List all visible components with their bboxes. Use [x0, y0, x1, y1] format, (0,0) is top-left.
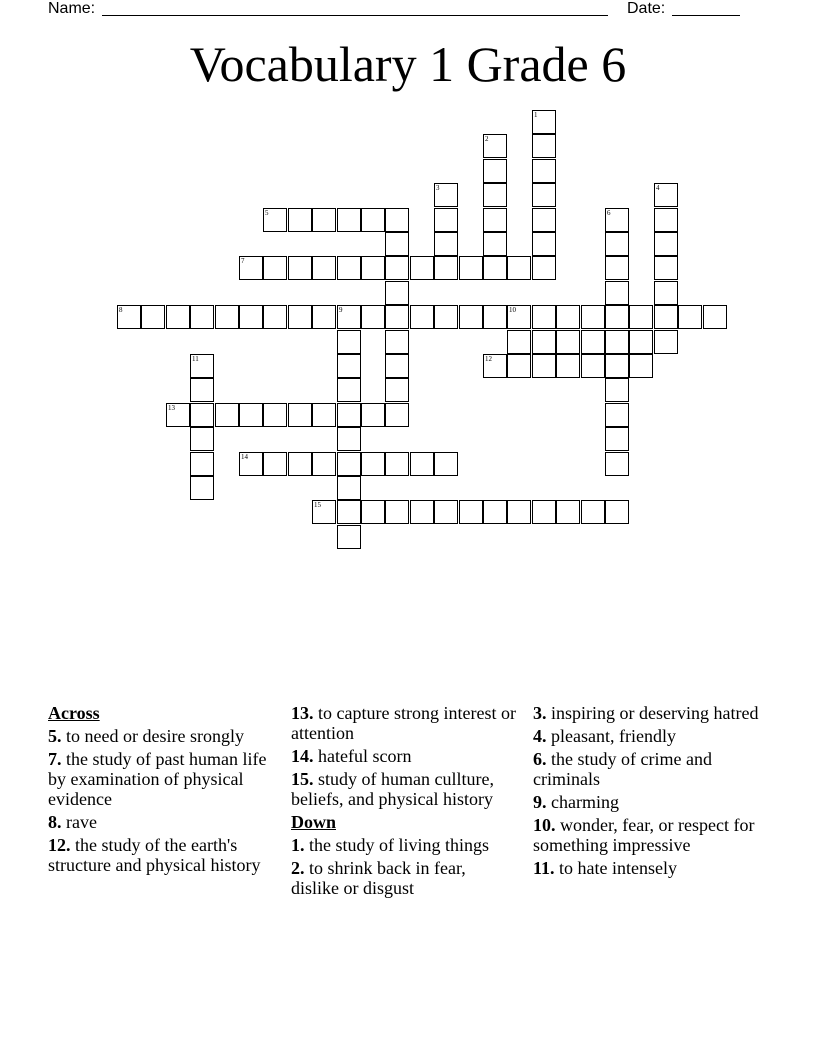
crossword-cell[interactable]: [605, 330, 629, 354]
crossword-cell[interactable]: [605, 305, 629, 329]
crossword-cell[interactable]: [263, 208, 287, 232]
clue-number-label: 10: [509, 306, 516, 314]
clue-number-label: 5: [265, 209, 269, 217]
crossword-cell[interactable]: [166, 305, 190, 329]
crossword-cell[interactable]: [288, 305, 312, 329]
crossword-cell[interactable]: [166, 403, 190, 427]
crossword-cell[interactable]: [581, 354, 605, 378]
crossword-cell[interactable]: [483, 500, 507, 524]
crossword-cell[interactable]: [605, 354, 629, 378]
across-clue-7: 7. the study of past human life by examination of physical evidence: [48, 749, 267, 809]
crossword-cell[interactable]: [385, 305, 409, 329]
crossword-cell[interactable]: [507, 330, 531, 354]
crossword-cell[interactable]: [288, 403, 312, 427]
crossword-cell[interactable]: [385, 330, 409, 354]
crossword-cell[interactable]: [215, 403, 239, 427]
crossword-cell[interactable]: [532, 305, 556, 329]
crossword-cell[interactable]: [337, 208, 361, 232]
name-label: Name:: [48, 0, 96, 17]
down-clue-9: 9. charming: [533, 792, 619, 812]
crossword-cell[interactable]: [385, 232, 409, 256]
across-clue-14: 14. hateful scorn: [291, 746, 412, 766]
crossword-cell[interactable]: [532, 134, 556, 158]
crossword-cell[interactable]: [337, 256, 361, 280]
crossword-cell[interactable]: [434, 305, 458, 329]
crossword-cell[interactable]: [605, 500, 629, 524]
crossword-cell[interactable]: [190, 305, 214, 329]
date-blank-line: [672, 15, 740, 16]
clue-column-2: [291, 703, 516, 901]
crossword-cell[interactable]: [190, 476, 214, 500]
crossword-cell[interactable]: [654, 305, 678, 329]
clue-number-label: 12: [485, 355, 492, 363]
crossword-cell[interactable]: [312, 403, 336, 427]
clue-number-label: 4: [656, 184, 660, 192]
crossword-cell[interactable]: [337, 427, 361, 451]
down-clue-3: 3. inspiring or deserving hatred: [533, 703, 759, 723]
crossword-cell[interactable]: [678, 305, 702, 329]
crossword-cell[interactable]: [605, 208, 629, 232]
crossword-cell[interactable]: [190, 403, 214, 427]
crossword-cell[interactable]: [507, 305, 531, 329]
crossword-cell[interactable]: [434, 232, 458, 256]
crossword-cell[interactable]: [288, 208, 312, 232]
crossword-cell[interactable]: [629, 305, 653, 329]
crossword-cell[interactable]: [605, 281, 629, 305]
crossword-cell[interactable]: [532, 208, 556, 232]
crossword-cell[interactable]: [410, 305, 434, 329]
crossword-cell[interactable]: [190, 427, 214, 451]
crossword-cell[interactable]: [385, 452, 409, 476]
crossword-cell[interactable]: [410, 452, 434, 476]
across-clue-5: 5. to need or desire srongly: [48, 726, 244, 746]
crossword-cell[interactable]: [312, 500, 336, 524]
crossword-cell[interactable]: [385, 354, 409, 378]
crossword-cell[interactable]: [385, 208, 409, 232]
crossword-cell[interactable]: [483, 305, 507, 329]
crossword-cell[interactable]: [483, 256, 507, 280]
crossword-cell[interactable]: [239, 305, 263, 329]
clue-number-label: 9: [339, 306, 343, 314]
crossword-cell[interactable]: [337, 403, 361, 427]
crossword-cell[interactable]: [434, 183, 458, 207]
clue-number-label: 11: [192, 355, 199, 363]
crossword-cell[interactable]: [361, 256, 385, 280]
across-clue-12: 12. the study of the earth's structure and physical history: [48, 835, 261, 875]
across-clue-15: 15. study of human cullture, beliefs, and physical history: [291, 769, 494, 809]
crossword-cell[interactable]: [532, 256, 556, 280]
crossword-cell[interactable]: [532, 232, 556, 256]
crossword-cell[interactable]: [337, 500, 361, 524]
crossword-cell[interactable]: [361, 452, 385, 476]
crossword-cell[interactable]: [190, 378, 214, 402]
crossword-cell[interactable]: [337, 305, 361, 329]
crossword-cell[interactable]: [483, 354, 507, 378]
crossword-cell[interactable]: [459, 305, 483, 329]
crossword-cell[interactable]: [361, 208, 385, 232]
crossword-cell[interactable]: [507, 354, 531, 378]
crossword-cell[interactable]: [629, 354, 653, 378]
crossword-cell[interactable]: [410, 500, 434, 524]
clue-number-label: 15: [314, 501, 321, 509]
crossword-cell[interactable]: [361, 403, 385, 427]
crossword-cell[interactable]: [312, 256, 336, 280]
crossword-cell[interactable]: [507, 500, 531, 524]
crossword-cell[interactable]: [629, 330, 653, 354]
crossword-cell[interactable]: [654, 256, 678, 280]
clue-number-label: 14: [241, 453, 248, 461]
crossword-cell[interactable]: [556, 330, 580, 354]
crossword-cell[interactable]: [263, 403, 287, 427]
crossword-cell[interactable]: [654, 208, 678, 232]
crossword-cell[interactable]: [605, 427, 629, 451]
crossword-cell[interactable]: [385, 256, 409, 280]
crossword-cell[interactable]: [117, 305, 141, 329]
crossword-cell[interactable]: [581, 500, 605, 524]
crossword-cell[interactable]: [239, 256, 263, 280]
crossword-cell[interactable]: [434, 256, 458, 280]
crossword-cell[interactable]: [434, 452, 458, 476]
crossword-cell[interactable]: [605, 403, 629, 427]
clue-number-label: 6: [607, 209, 611, 217]
crossword-cell[interactable]: [483, 134, 507, 158]
crossword-cell[interactable]: [434, 500, 458, 524]
crossword-cell[interactable]: [459, 500, 483, 524]
crossword-cell[interactable]: [385, 378, 409, 402]
crossword-cell[interactable]: [361, 500, 385, 524]
down-clue-10: 10. wonder, fear, or respect for something impressive: [533, 815, 755, 855]
crossword-cell[interactable]: [532, 500, 556, 524]
crossword-cell[interactable]: [507, 256, 531, 280]
crossword-cell[interactable]: [337, 452, 361, 476]
crossword-cell[interactable]: [532, 183, 556, 207]
clue-number-label: 13: [168, 404, 175, 412]
crossword-cell[interactable]: [385, 500, 409, 524]
clue-column-1: [48, 703, 278, 878]
crossword-cell[interactable]: [337, 330, 361, 354]
crossword-cell[interactable]: [556, 500, 580, 524]
crossword-cell[interactable]: [288, 256, 312, 280]
crossword-cell[interactable]: [434, 208, 458, 232]
clue-number-label: 1: [534, 111, 538, 119]
clue-number-label: 2: [485, 135, 489, 143]
crossword-cell[interactable]: [312, 208, 336, 232]
crossword-cell[interactable]: [215, 305, 239, 329]
crossword-cell[interactable]: [190, 452, 214, 476]
crossword-cell[interactable]: [263, 452, 287, 476]
crossword-cell[interactable]: [605, 232, 629, 256]
crossword-cell[interactable]: [410, 256, 434, 280]
crossword-cell[interactable]: [385, 403, 409, 427]
crossword-cell[interactable]: [483, 232, 507, 256]
crossword-cell[interactable]: [361, 305, 385, 329]
crossword-cell[interactable]: [532, 159, 556, 183]
across-clue-8: 8. rave: [48, 812, 97, 832]
clue-number-label: 3: [436, 184, 440, 192]
crossword-cell[interactable]: [581, 305, 605, 329]
down-clue-4: 4. pleasant, friendly: [533, 726, 676, 746]
crossword-cell[interactable]: [288, 452, 312, 476]
crossword-cell[interactable]: [605, 452, 629, 476]
crossword-cell[interactable]: [239, 452, 263, 476]
crossword-cell[interactable]: [605, 378, 629, 402]
down-clue-2: 2. to shrink back in fear, dislike or disgust: [291, 858, 466, 898]
down-clue-6: 6. the study of crime and criminals: [533, 749, 712, 789]
crossword-cell[interactable]: [605, 256, 629, 280]
crossword-cell[interactable]: [312, 452, 336, 476]
down-clue-1: 1. the study of living things: [291, 835, 489, 855]
crossword-cell[interactable]: [385, 281, 409, 305]
across-heading: Across: [48, 703, 100, 723]
clue-column-3: [533, 703, 763, 881]
crossword-cell[interactable]: [556, 354, 580, 378]
crossword-cell[interactable]: [190, 354, 214, 378]
crossword-cell[interactable]: [483, 208, 507, 232]
crossword-cell[interactable]: [337, 354, 361, 378]
crossword-cell[interactable]: [556, 305, 580, 329]
clue-number-label: 8: [119, 306, 123, 314]
crossword-cell[interactable]: [141, 305, 165, 329]
clue-number-label: 7: [241, 257, 245, 265]
date-label: Date:: [627, 0, 666, 17]
crossword-cell[interactable]: [654, 232, 678, 256]
crossword-cell[interactable]: [263, 305, 287, 329]
crossword-cell[interactable]: [337, 476, 361, 500]
down-clue-11: 11. to hate intensely: [533, 858, 677, 878]
crossword-cell[interactable]: [459, 256, 483, 280]
name-blank-line: [102, 15, 608, 16]
crossword-cell[interactable]: [483, 183, 507, 207]
crossword-cell[interactable]: [654, 183, 678, 207]
crossword-cell[interactable]: [532, 354, 556, 378]
crossword-cell[interactable]: [483, 159, 507, 183]
crossword-cell[interactable]: [654, 281, 678, 305]
down-heading: Down: [291, 812, 337, 832]
crossword-cell[interactable]: [581, 330, 605, 354]
crossword-cell[interactable]: [263, 256, 287, 280]
crossword-cell[interactable]: [654, 330, 678, 354]
page-title: Vocabulary 1 Grade 6: [189, 36, 627, 92]
crossword-cell[interactable]: [532, 110, 556, 134]
crossword-cell[interactable]: [239, 403, 263, 427]
crossword-cell[interactable]: [312, 305, 336, 329]
crossword-cell[interactable]: [532, 330, 556, 354]
crossword-cell[interactable]: [703, 305, 727, 329]
crossword-cell[interactable]: [337, 378, 361, 402]
crossword-cell[interactable]: [337, 525, 361, 549]
across-clue-13: 13. to capture strong interest or attention: [291, 703, 516, 743]
